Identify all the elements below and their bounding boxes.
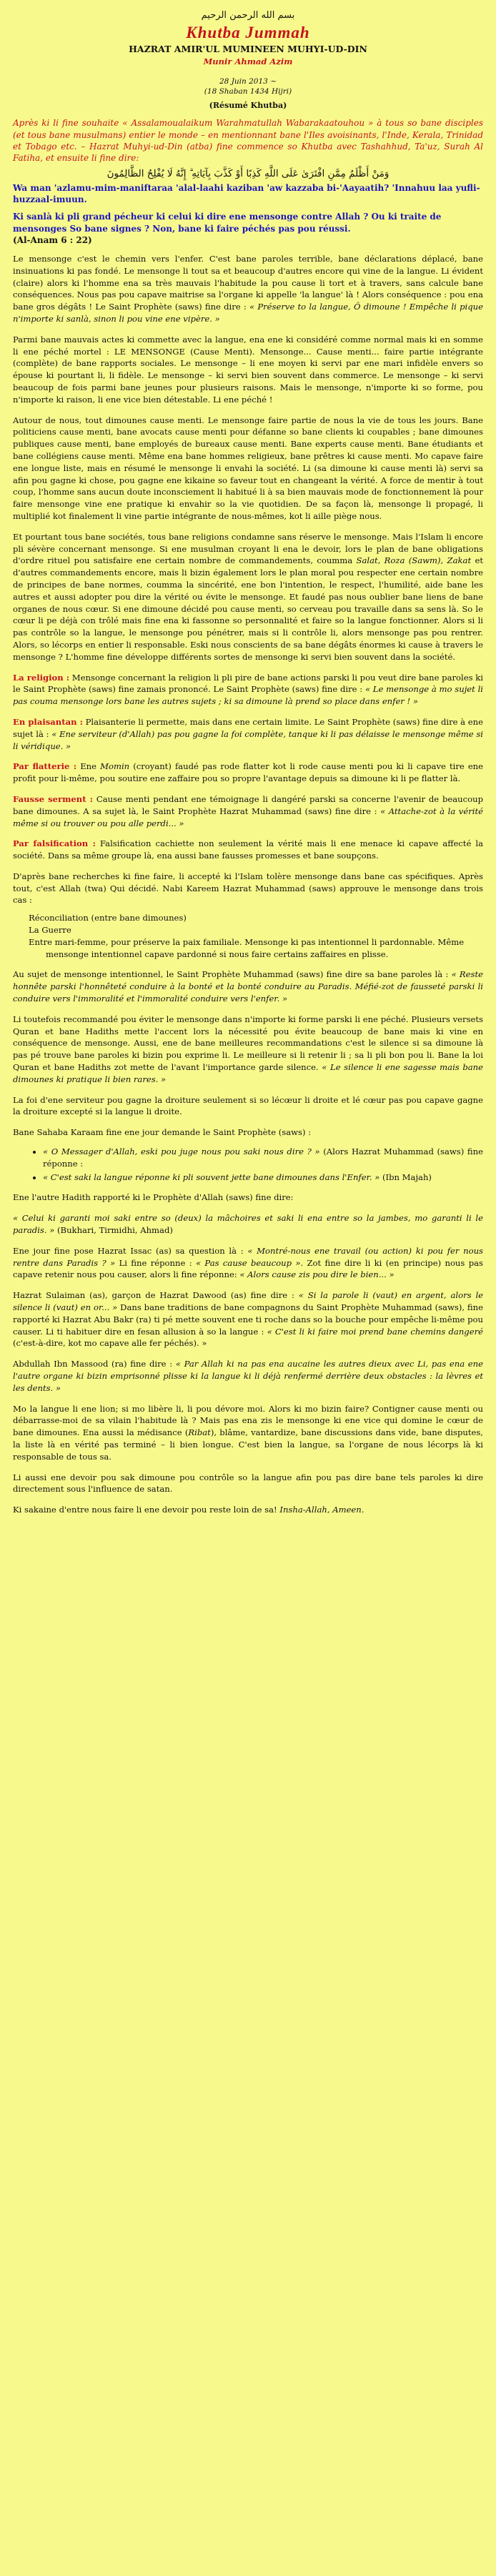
list-item bbox=[43, 1171, 483, 1184]
p13-quote-2: « C'est li ki faire moi prend bane chemins dangeré bbox=[267, 1326, 483, 1337]
p12-question: « Montré-nous ene travail (ou action) ki pou fer nous rentre dans Paradis ? » bbox=[13, 1245, 483, 1268]
p12-text: Ene jour fine pose Hazrat Issac (as) sa question là : bbox=[13, 1245, 248, 1256]
subtitle: HAZRAT AMIR'UL MUMINEEN MUHYI-UD-DIN bbox=[129, 44, 367, 54]
section-fausse-serment bbox=[13, 793, 483, 829]
section-falsification bbox=[13, 838, 483, 862]
p15-text: Mo la langue li ene lion; si mo libère li, li pou dévore moi. Alors ki mo bizin faire? Contigner cause menti ou débarrasse-moi de sa vilain l'habitude là ? Mais pas ena zis le mensonge ki ene vice qui domine le cœur de bane dimounes. Ena aussi la médisance ( bbox=[13, 1403, 483, 1438]
p7-text: Li toutefois recommandé pou éviter le mensonge dans n'importe ki forme parski li ene péché. Plusieurs versets Quran et bane Hadiths mette l'accent lors la nécessité pou évite beaucoup de bane mais ki vine en conséquence de mensonge. Aussi, ene de bane meilleures recommandations c'est le silence si sa dimoune là pas pé trouve bane paroles ki bizin pou exprime li. Le meilleure si li retenir li ; sa li pli bon pou li. Bane la loi Quran et bane Hadiths zot mette de l'avant l'importance garde silence. bbox=[13, 1014, 483, 1073]
paragraph-8: La foi d'ene serviteur pou gagne la droiture seulement si so lécœur li droite et lé cœur pas pou capave gagne la droiture excepté si la langue li droite. bbox=[13, 1094, 483, 1117]
qa-list bbox=[31, 1146, 483, 1183]
list-item bbox=[43, 1146, 483, 1170]
p15-tail: ), blâme, vantardize, bane discussions dans vide, bane disputes, la liste là en vérité pas terminé – li bien longue. C'est bien la langue, sa l'organe de nous lécorps là ki responsable de tous sa. bbox=[13, 1427, 483, 1462]
verse-reference: (Al-Anam 6 : 22) bbox=[13, 234, 92, 245]
p4-text-b: et d'autres commandements encore, mais li bizin également lors le plan moral pou respecter ene certain nombre de principes de bane normes, coumma la sincérité, ene bon l'intention, le respect, l'humilité, aide bane les autres et aussi adopter pou dire la vérité ou évite le mensonge. Et faudé pas nous oublier bane liens de bane organes de nous cœur. Si ene dimoune décidé pou cause menti, so cerveau pou travaille dans sa sens là. So le cœur li pe déjà con trôlé mais fine ena ki fassonne so personnalité et faire so la langue fonctionner. Alors si li pas contrôle so la langue, le mensonge pou pénétrer, mais si li contrôle li, alors mensonge pas pou rentrer. Alors, so lécorps en entier li responsable. Eski nous conscients de sa bane dégâts énormes ki cause à travers le mensonge ? L'homme fine développe différents sortes de mensonge ki servi bien souvent dans la société. bbox=[13, 555, 483, 662]
list-item: Réconciliation (entre bane dimounes) bbox=[29, 913, 187, 923]
translation-text: Ki sanlà ki pli grand pécheur ki celui ki dire ene mensonge contre Allah ? Ou ki traite de mensonges So bane signes ? Non, bane ki faire péchés pas pou réussi. bbox=[13, 212, 442, 234]
closing bbox=[13, 1504, 483, 1516]
date-line-hijri: (18 Shaban 1434 Hijri) bbox=[204, 87, 292, 96]
paragraph-6 bbox=[13, 969, 483, 1004]
paragraph-7 bbox=[13, 1014, 483, 1086]
p14-quote: « Par Allah ki na pas ena aucaine les autres dieux avec Li, pas ena ene l'autre organe ki bizin emprisonné plisse ki la langue ki li déjà renfermé derrière deux obstacles : la lèvres et les dents. » bbox=[13, 1359, 484, 1393]
plaisant-text: Plaisanterie li permette, mais dans ene certain limite. Le Saint Prophète (saws) fine dire à ene sujet là : bbox=[13, 716, 483, 739]
paragraph-13 bbox=[13, 1289, 483, 1349]
p12-mid: Li fine réponne : bbox=[115, 1257, 196, 1268]
flatterie-text: Ene bbox=[76, 761, 101, 772]
cases-list bbox=[29, 912, 483, 960]
author-name: Munir Ahmad Azim bbox=[203, 56, 293, 66]
basmala: بسم الله الرحمن الرحيم bbox=[201, 10, 295, 21]
paragraph-16: Li aussi ene devoir pou sak dimoune pou contrôle so la langue afin pou pas dire bane tels paroles ki dire directement sous l'influence de satan. bbox=[13, 1472, 483, 1495]
plaisant-label: En plaisantan : bbox=[13, 716, 83, 727]
flatterie-text-2: (croyant) faudé pas rode flatter kot li rode cause menti pou ki li capave tire ene profit pour li-même, pou soutire ene zaffaire pou so propre l'avantage depuis sa dimoune ki li pe flatter là. bbox=[13, 761, 484, 784]
verse-transliteration: Wa man 'azlamu-mim-maniftaraa 'alal-laahi kaziban 'aw kazzaba bi-'Aayaatih? 'Innahuu laa yufli-huzzaal-imuun. bbox=[13, 183, 480, 205]
paragraph-12 bbox=[13, 1245, 483, 1281]
religion-text: Mensonge concernant la religion li pli pire de bane actions parski li pou veut dire bane paroles ki le Saint Prophète (saws) fine zamais prononcé. Le Saint Prophète (saws) fine dire : bbox=[13, 672, 484, 695]
closing-prayer: Insha-Allah, Ameen. bbox=[279, 1505, 364, 1515]
paragraph-2: Parmi bane mauvais actes ki commette avec la langue, ena ene ki considéré comme normal mais ki en somme li ene péché mortel : LE MENSONGE (Cause Menti). Mensonge... Cause menti... faire partie intégrante (complète) de bane rapports sociales. Le mensonge – li ene moyen ki servi par ene mari infidèle envers so épouse ki pourtant li, li fidèle. Le mensonge – ki servi bien souvent dans commerce. Le mensonge – ki servi beaucoup de fois parmi bane jeunes pour plusieurs raisons. Mais le mensonge, n'importe ki so forme, pou n'importe ki raison, li ene vice bien détestable. Li ene péché ! bbox=[13, 334, 483, 405]
qa-answer: « C'est saki la langue réponne ki pli souvent jette bane dimounes dans l'Enfer. » bbox=[43, 1171, 380, 1182]
list-item: La Guerre bbox=[29, 925, 71, 936]
paragraph-4 bbox=[13, 531, 483, 663]
date bbox=[13, 76, 483, 96]
religion-label: La religion : bbox=[13, 672, 70, 683]
p11-quote: « Celui ki garanti moi saki entre so (deux) la mâchoires et saki li ena entre so la jambes, mo garanti li le paradis. » bbox=[13, 1213, 483, 1236]
section-flatterie bbox=[13, 761, 483, 785]
closing-text: Ki sakaine d'entre nous faire li ene devoir pou reste loin de sa! bbox=[13, 1505, 280, 1515]
p4-text-a: Et pourtant tous bane sociétés, tous bane religions condamne sans réserve le mensonge. Mais l'Islam li encore pli sévère concernant mensonge. Si ene musulman croyant li ena le devoir, lors le plan de bane obligations d'ordre rituel pou satisfaire ene certain nombre de commandements, coumma bbox=[13, 531, 483, 566]
paragraph-10: Ene l'autre Hadith rapporté ki le Prophète d'Allah (saws) fine dire: bbox=[13, 1192, 294, 1203]
religion-quote: « Le mensonge à mo sujet li pas couma mensonge lors bane les autres sujets ; ki sa dimoune là prend so place dans enfer ! » bbox=[13, 684, 483, 707]
paragraph-9: Bane Sahaba Karaam fine ene jour demande le Saint Prophète (saws) : bbox=[13, 1127, 312, 1138]
p4-pillars: Salat, Roza (Sawm), Zakat bbox=[356, 555, 472, 566]
fausse-text: Cause menti pendant ene témoignage li dangéré parski sa concerne l'avenir de beaucoup bane dimounes. A sa sujet là, le Saint Prophète Hazrat Muhammad (saws) fine dire : bbox=[13, 793, 484, 816]
section-plaisantan bbox=[13, 716, 483, 752]
qa-question: « O Messager d'Allah, eski pou juge nous pou saki nous dire ? » bbox=[43, 1146, 320, 1157]
p14-text: Abdullah Ibn Massood (ra) fine dire : bbox=[13, 1359, 176, 1369]
p1-text: Le mensonge c'est le chemin vers l'enfer. C'est bane paroles terrible, bane déclarations déplacé, bane insinuations ki pas fondé. Le mensonge li tout sa et beaucoup d'autres encore qui vine de la langue. Li évident (claire) alors ki l'homme ena sa très mauvais l'habitude la pou cause li tort et à travers, sans calcule bane conséquences. Nous pas pou capave maitrise sa l'organe ki appelle 'la langue' là ! Alors conséquence : pou ena bane gros dégâts ! Le Saint Prophète (saws) fine dire : bbox=[13, 254, 483, 312]
p12-answer: « Pas cause beaucoup ». bbox=[195, 1257, 304, 1268]
intro-text: Après ki li fine souhaite « Assalamoualaikum Warahmatullah Wabarakaatouhou » à tous so bane disciples (et tous bane musulmans) entier le monde – en mentionnant bane l'Iles avoisinants, l'Inde, Kerala, Trinidad et Tobago etc. – Hazrat Muhyi-ud-Din (atba) fine commence so Khutba avec Tashahhud, Ta'uz, Surah Al Fatiha, et ensuite li fine dire: bbox=[13, 118, 483, 163]
flatterie-label: Par flatterie : bbox=[13, 761, 77, 772]
p13-text: Hazrat Sulaiman (as), garçon de Hazrat Dawood (as) fine dire : bbox=[13, 1290, 299, 1301]
p15-word: Ribat bbox=[188, 1427, 211, 1438]
paragraph-14 bbox=[13, 1358, 483, 1394]
p1-quote: « Préserve to la langue, Ô dimoune ! Empêche li pique n'importe ki sanlà, sinon li pou vine ene vipère. » bbox=[13, 302, 483, 325]
falsif-text: Falsification cachiette non seulement la vérité mais li ene menace ki capave affecté la société. Dans sa même groupe là, ena aussi bane fausses promesses et bane soupçons. bbox=[13, 838, 483, 861]
plaisant-quote: « Ene serviteur (d'Allah) pas pou gagne la foi complète, tanque ki li pas délaisse le mensonge même si li véridique. » bbox=[13, 728, 483, 751]
paragraph-3: Autour de nous, tout dimounes cause menti. Le mensonge faire partie de nous la vie de tous les jours. Bane politiciens cause menti, bane avocats cause menti pour défanne so bane clients ki coupables ; bane dimounes publiques cause menti, bane employés de bureaux cause menti. Bane experts cause menti. Bane étudiants et bane collégiens cause menti. Même ena bane hommes religieux, bane prêtres ki cause menti. Mo capave faire ene longue liste, mais en résumé le mensonge li envahi la société. Li (sa dimoune ki cause menti là) servi sa afin pou gagne ki chose, pou gagne ene kikaine so faveur tout en changeant la vérité. A force de mentir à tout coup, l'homme sans aucun doute inconsciement li habitué li à sa bien mauvais mode de fonctionnement là pour faire mensonge vine ene pratique ki envahir so la vie quotidien. De sa façon là, mensonge li propagé, li multiplié kot finalement li vine partie intégrante de nous-mêmes, kot li aille piège nous. bbox=[13, 415, 483, 521]
summary-label: (Résumé Khutba) bbox=[209, 101, 287, 111]
p11-ref: (Bukhari, Tirmidhi, Ahmad) bbox=[54, 1225, 173, 1236]
paragraph-5: D'après bane recherches ki fine faire, li accepté ki l'Islam tolère mensonge dans bane cas spécifiques. Après tout, c'est Allah (twa) Qui décidé. Nabi Kareem Hazrat Muhammad (saws) approuve le mensonge dans trois cas : bbox=[13, 871, 483, 906]
section-religion bbox=[13, 672, 483, 708]
falsif-label: Par falsification : bbox=[13, 838, 96, 849]
p6-text: Au sujet de mensonge intentionnel, le Saint Prophète Muhammad (saws) fine dire sa bane paroles là : bbox=[13, 969, 452, 980]
paragraph-11 bbox=[13, 1212, 483, 1237]
p13-end: (c'est-à-dire, kot mo capave alle fer péchés). » bbox=[13, 1338, 207, 1349]
p12-end: « Alors cause zis pou dire le bien... » bbox=[239, 1269, 395, 1280]
paragraph-15 bbox=[13, 1403, 483, 1463]
qa-ref: (Ibn Majah) bbox=[380, 1171, 432, 1182]
date-line-gregorian: 28 Juin 2013 ~ bbox=[219, 77, 277, 86]
fausse-label: Fausse serment : bbox=[13, 793, 94, 804]
p13-tail: Dans bane traditions de bane compagnons du Saint Prophète Muhammad (saws), fine rapporté ki Hazrat Abu Bakr (ra) ti pé mette souvent ene ti roche dans so la bouche pour empêche li-même pou causer. Li ti habituer dire en fesan allusion à so la langue : bbox=[13, 1302, 483, 1337]
arabic-verse: وَمَنْ أَظْلَمُ مِمَّنِ افْتَرَىٰ عَلَى اللَّهِ كَذِبًا أَوْ كَذَّبَ بِآيَاتِهِ ۗ إِنَّهُ لَا يُفْلِحُ الظَّالِمُونَ bbox=[106, 168, 390, 180]
p6-quote: « Reste honnête parski l'honnêteté conduire à la bonté et la bonté conduire au Paradis. Méfié-zot de fausseté parski li conduire vers l'immoralité et l'immoralité conduire vers l'enfer. » bbox=[13, 969, 483, 1004]
list-item: Entre mari-femme, pour préserve la paix familiale. Mensonge ki pas intentionnel li pardonnable. Même mensonge intentionnel capave pardonné si nous faire certains zaffaires en plisse. bbox=[29, 936, 465, 959]
p7-quote: « Le silence li ene sagesse mais bane dimounes ki pratique li bien rares. » bbox=[13, 1062, 484, 1084]
verse-translation bbox=[13, 211, 483, 246]
p12-tail: Zot fine dire li ki (en principe) nous pas capave retenir nous pou causer, alors li fine réponne: bbox=[13, 1257, 483, 1280]
fausse-quote: « Attache-zot à la vérité même si ou trouver ou pou alle perdi... » bbox=[13, 806, 483, 828]
p13-quote: « Si la parole li (vaut) en argent, alors le silence li (vaut) en or... » bbox=[13, 1290, 484, 1312]
qa-tail: (Alors Hazrat Muhammad (saws) fine réponne : bbox=[43, 1146, 483, 1169]
paragraph-1 bbox=[13, 253, 483, 325]
flatterie-word: Momin bbox=[100, 761, 130, 772]
page-title: Khutba Jummah bbox=[186, 24, 310, 41]
